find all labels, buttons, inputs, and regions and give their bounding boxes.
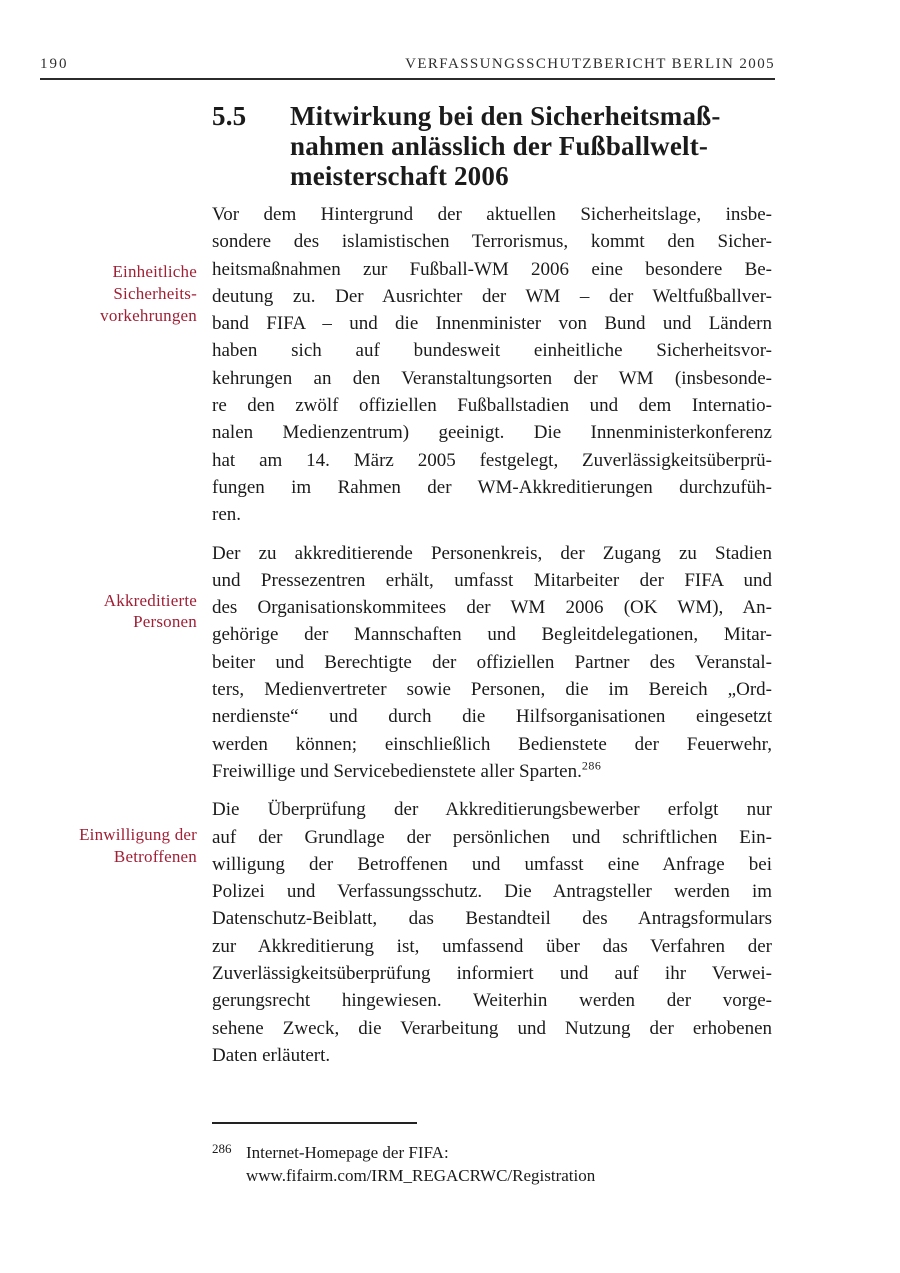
body-paragraph (100, 201, 772, 529)
body-line: Freiwillige und Servicebedienstete aller Sparten.$^{286}$ (212, 758, 602, 782)
body-line: auf der Grundlage der persönlichen und schriftlichen Ein- (212, 826, 772, 848)
body-line: gehörige der Mannschaften und Begleitdelegationen, Mitar- (212, 624, 772, 646)
body-line: deutung zu. Der Ausrichter der WM – der Weltfußballver- (212, 285, 772, 307)
body-line: ren. (212, 504, 242, 526)
body-line: fungen im Rahmen der WM-Akkreditierungen durchzufüh- (212, 476, 772, 498)
text-column (79, 101, 772, 1080)
section-title (290, 101, 772, 191)
body-line: sehene Zweck, die Verarbeitung und Nutzung der erhobenen (212, 1017, 772, 1039)
page-number: 190 (40, 56, 69, 72)
body-paragraph (79, 796, 772, 1069)
body-line: Daten erläutert. (212, 1044, 331, 1066)
body-line: kehrungen an den Veranstaltungsorten der WM (insbesonde- (212, 367, 772, 389)
margin-label-line: Personen (133, 612, 197, 632)
section-heading (212, 101, 772, 191)
body-line: werden können; einschließlich Bedienstete der Feuerwehr, (212, 733, 772, 755)
footnote-line: Internet-Homepage der FIFA: (246, 1143, 449, 1162)
margin-label (22, 261, 197, 326)
margin-label (22, 590, 197, 634)
margin-label-line: Sicherheits- (113, 283, 197, 303)
body-line: willigung der Betroffenen und umfasst eine Anfrage bei (212, 853, 772, 875)
body-paragraph (103, 540, 772, 786)
body-line: band FIFA – und die Innenminister von Bund und Ländern (212, 313, 772, 335)
body-line: Zuverlässigkeitsüberprüfung informiert und auf ihr Verwei- (212, 963, 772, 985)
body-line: re den zwölf offiziellen Fußballstadien und dem Internatio- (212, 395, 772, 417)
body-line: sondere des islamistischen Terrorismus, kommt den Sicher- (212, 231, 772, 253)
body-line: Der zu akkreditierende Personenkreis, der Zugang zu Stadien (212, 542, 772, 564)
footnote-rule (212, 1122, 417, 1124)
body-line: hat am 14. März 2005 festgelegt, Zuverlässigkeitsüberprü- (212, 449, 772, 471)
body-line: gerungsrecht hingewiesen. Weiterhin werden der vorge- (212, 990, 772, 1012)
body-text (79, 201, 772, 1069)
running-header-title: VERFASSUNGSSCHUTZBERICHT BERLIN 2005 (405, 56, 775, 72)
margin-label-line: Einwilligung der (79, 825, 197, 845)
margin-label-line: vorkehrungen (100, 305, 197, 325)
margin-label-line: Akkreditierte (103, 590, 197, 610)
footnote-reference: 286 (581, 758, 602, 773)
section-title-line: nahmen anlässlich der Fußballwelt- (290, 131, 709, 161)
body-line: zur Akkreditierung ist, umfassend über das Verfahren der (212, 935, 772, 957)
body-line: Datenschutz-Beiblatt, das Bestandteil des Antragsformulars (212, 908, 772, 930)
body-line: nalen Medienzentrum) geeinigt. Die Innenministerkonferenz (212, 422, 772, 444)
body-line: heitsmaßnahmen zur Fußball-WM 2006 eine besondere Be- (212, 258, 772, 280)
footnote-body (212, 1141, 772, 1187)
body-line: beiter und Berechtigte der offiziellen Partner des Veranstal- (212, 651, 772, 673)
margin-label (22, 824, 197, 868)
footnote-line: www.fifairm.com/IRM_REGACRWC/Registration (246, 1166, 596, 1185)
section-title-line: Mitwirkung bei den Sicherheitsmaß- (290, 101, 721, 131)
footnote-text (246, 1141, 772, 1187)
body-line: nerdienste“ und durch die Hilfsorganisationen eingesetzt (212, 706, 772, 728)
body-line: ters, Medienvertreter sowie Personen, die im Bereich „Ord- (212, 679, 772, 701)
body-line: Die Überprüfung der Akkreditierungsbewerber erfolgt nur (212, 799, 772, 821)
margin-label-line: Betroffenen (113, 847, 197, 867)
body-line: und Pressezentren erhält, umfasst Mitarbeiter der FIFA und (212, 569, 772, 591)
body-line: Vor dem Hintergrund der aktuellen Sicherheitslage, insbe- (212, 204, 772, 225)
body-line: haben sich auf bundesweit einheitliche Sicherheitsvor- (212, 340, 772, 362)
running-header (40, 56, 775, 80)
footnote (212, 1122, 772, 1187)
footnote-marker: 286 (212, 1141, 232, 1156)
body-line: Polizei und Verfassungsschutz. Die Antragsteller werden im (212, 881, 772, 903)
margin-label-line: Einheitliche (112, 262, 197, 281)
body-line: des Organisationskommitees der WM 2006 (OK WM), An- (212, 597, 772, 619)
section-title-line: meisterschaft 2006 (290, 161, 509, 191)
section-number: 5.5 (212, 101, 247, 131)
